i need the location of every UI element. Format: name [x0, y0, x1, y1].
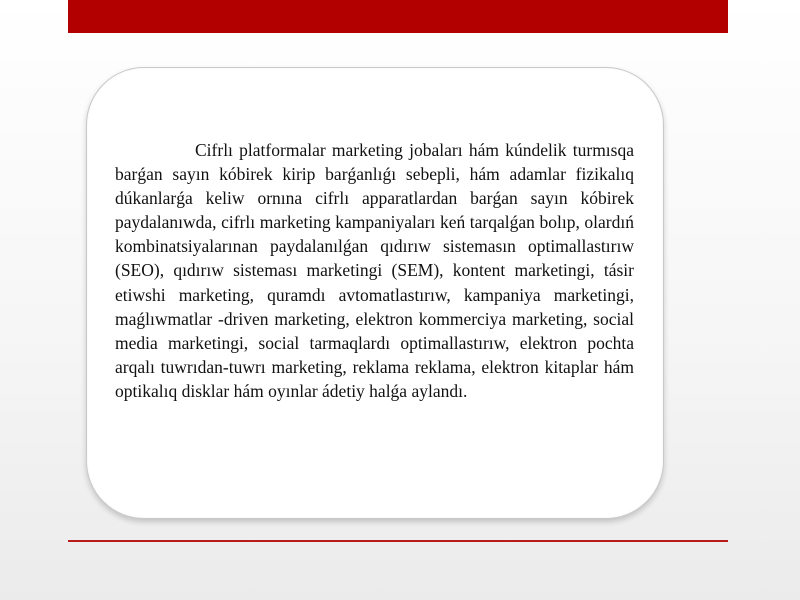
top-accent-bar [68, 0, 728, 33]
body-paragraph: Cifrlı platformalar marketing jobaları hám kúndelik turmısqa barǵan sayın kóbirek kirip barǵanlıǵı sebepli, hám adamlar fizikalıq dúkanlarǵa keliw ornına cifrlı apparatlardan barǵan sayın kóbirek paydalanıwda, cifrlı marketing kampaniyaları keń tarqalǵan bolıp, olardıń kombinatsiyalarınan paydalanılǵan qıdırıw sistemasın optimallastırıw (SEO), qıdırıw sisteması marketingi (SEM), kontent marketingi, tásir etiwshi marketing, quramdı avtomatlastırıw, kampaniya marketingi, maǵlıwmatlar -driven marketing, elektron kommerciya marketing, social media marketingi, social tarmaqlardı optimallastırıw, elektron pochta arqalı tuwrıdan-tuwrı marketing, reklama reklama, elektron kitaplar hám optikalıq disklar hám oyınlar ádetiy halǵa aylandı. [115, 140, 634, 401]
bottom-divider-line [68, 540, 728, 542]
